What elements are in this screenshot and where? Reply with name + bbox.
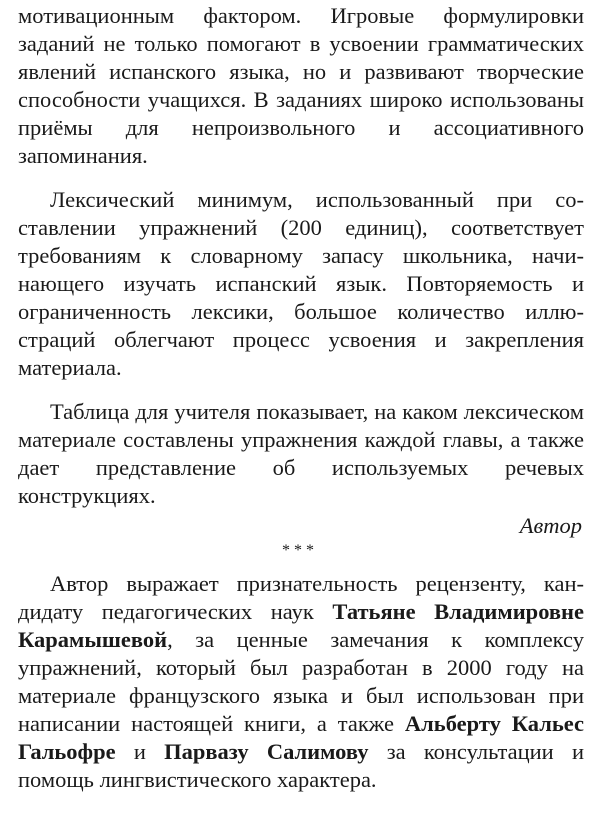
ack-text-2: , за ценные замечания к комплексу упражнений, который был разработан в 2000 году на материале французского языка и был использован при написании настоящей книги, а также (18, 627, 584, 736)
consultant-name-1: Альберту Кальес Гальофре (18, 711, 584, 764)
ack-text-3: и (115, 739, 165, 764)
section-separator: *** (282, 542, 318, 559)
ack-text-4: за консультации и помощь лингвистического характера. (18, 739, 584, 792)
consultant-name-2: Парвазу Салимову (164, 739, 369, 764)
reviewer-name: Татьяне Владимировне Карамышевой (18, 599, 584, 652)
paragraph-teacher-table: Таблица для учителя показывает, на каком лексическом материале составлены упражнения каждой главы, а также дает представление об используемых речевых конструкциях. (18, 399, 584, 508)
paragraph-lexical-minimum: Лексический минимум, использованный при составлении упражнений (200 единиц), соответствует требованиям к словарному запасу школьника, начинающего изучать испанский язык. Повторяемость и ограниченность лексики, большое количество иллюстраций облегчают процесс усвоения и закрепления материала. (18, 187, 584, 380)
paragraph-motivation: мотивационным фактором. Игровые формулировки заданий не только помогают в усвоении грамматических явлений испанского языка, но и развивают творческие способности учащихся. В заданиях широко использованы приёмы для непроизвольного и ассоциативного запоминания. (18, 3, 584, 168)
paragraph-acknowledgment (18, 570, 584, 794)
author-signature: Автор (519, 513, 582, 538)
ack-text-1: Автор выражает признательность рецензенту, кандидату педагогических наук (18, 571, 584, 624)
